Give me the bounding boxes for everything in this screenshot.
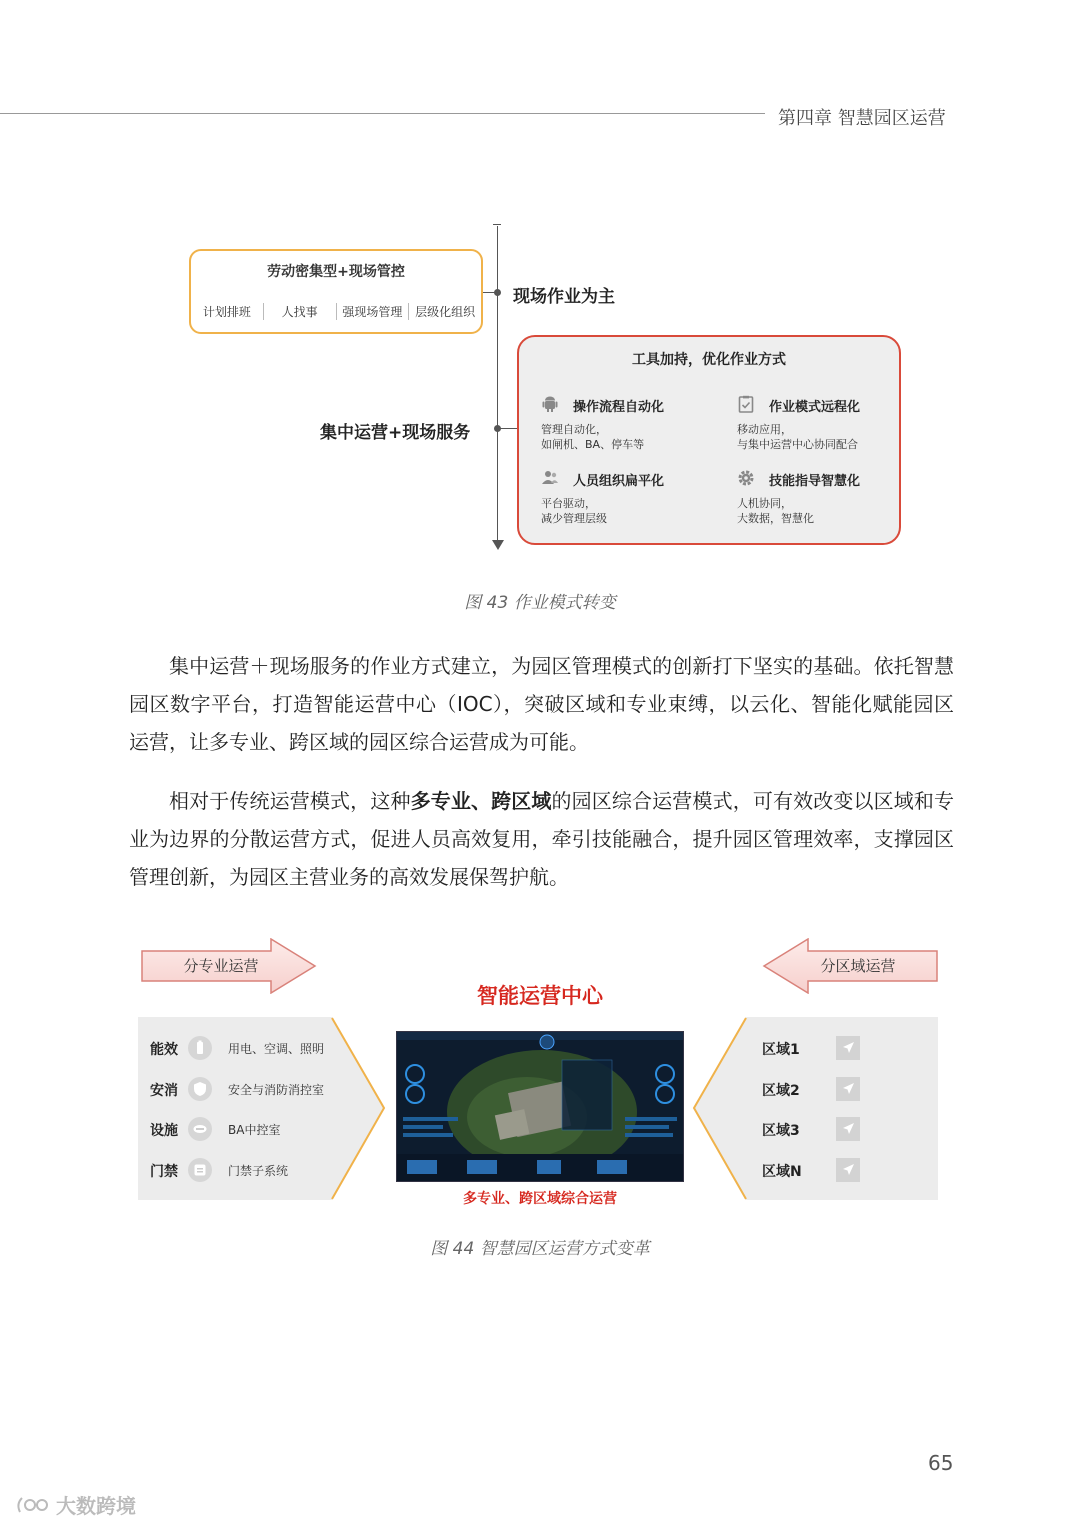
connector-top	[483, 292, 495, 293]
professional-ops-label: 分专业运营	[183, 957, 259, 975]
regional-panel: 区域1 区域2 区域3 区域N	[692, 1017, 938, 1200]
timeline-arrow-icon	[492, 540, 504, 550]
timeline-axis	[497, 226, 498, 544]
checklist-icon	[737, 395, 755, 413]
ba-device-icon	[188, 1117, 212, 1141]
navigation-icon	[836, 1158, 860, 1182]
gear-icon	[737, 469, 755, 487]
watermark-logo-icon	[14, 1494, 52, 1516]
paragraph-1: 集中运营＋现场服务的作业方式建立，为园区管理模式的创新打下坚实的基础。依托智慧园区数字平台，打造智能运营中心（IOC），突破区域和专业束缚，以云化、智能化赋能园区运营，让多专业、跨区域的园区综合运营成为可能。	[129, 654, 954, 754]
people-icon	[541, 469, 559, 487]
battery-icon	[188, 1036, 212, 1060]
item-site-management: 强现场管理	[336, 303, 409, 320]
android-icon	[541, 395, 559, 413]
watermark: 大数跨境	[14, 1490, 136, 1519]
shield-icon	[188, 1077, 212, 1101]
item-people-find-tasks: 人找事	[263, 303, 336, 320]
chapter-title: 第四章 智慧园区运营	[778, 108, 946, 129]
item-hierarchical-org: 层级化组织	[408, 303, 481, 320]
connector-bottom	[499, 428, 518, 429]
timeline-axis-cap	[493, 224, 501, 225]
tool-empowered-title: 工具加持，优化作业方式	[632, 352, 786, 368]
label-centralized-ops: 集中运营+现场服务	[320, 423, 471, 443]
labor-intensive-title: 劳动密集型+现场管控	[267, 264, 405, 280]
ioc-title: 智能运营中心	[477, 984, 603, 1008]
item-scheduling: 计划排班	[202, 305, 251, 319]
figure43-caption: 图 43 作业模式转变	[464, 593, 616, 613]
paragraph-2: 相对于传统运营模式，这种多专业、跨区域的园区综合运营模式，可有效改变以区域和专业为边界的分散运营方式，促进人员高效复用，牵引技能融合，提升园区管理效率，支撑园区管理创新，为园区主营业务的高效发展保驾护航。	[129, 789, 955, 889]
ioc-dashboard-image	[396, 1031, 684, 1182]
figure44-caption: 图 44 智慧园区运营方式变革	[430, 1239, 650, 1259]
timeline-dot-top	[494, 289, 501, 296]
access-control-icon	[188, 1158, 212, 1182]
page-number: 65	[928, 1451, 954, 1475]
labor-intensive-items	[191, 303, 481, 320]
navigation-icon	[836, 1117, 860, 1141]
navigation-icon	[836, 1036, 860, 1060]
ioc-subtitle: 多专业、跨区域综合运营	[463, 1191, 617, 1207]
professional-panel: 能效 用电、空调、照明 安消 安全与消防消控室 设施 BA中控室 门禁 门禁子系统	[138, 1017, 386, 1200]
bold-emphasis: 多专业、跨区域	[410, 789, 552, 813]
header-rule	[0, 113, 765, 114]
labor-intensive-box	[189, 249, 483, 334]
navigation-icon	[836, 1077, 860, 1101]
regional-ops-label: 分区域运营	[820, 957, 896, 975]
label-onsite-work: 现场作业为主	[513, 287, 615, 307]
tool-empowered-box: 工具加持，优化作业方式 操作流程自动化 管理自动化， 如闸机、BA、停车等 作业模式远程化 移动应用， 与集中运营中心协同配合 人员组织扁平化 平台驱动， 减少管理层级 技能指导智慧化 人机协同， 大数据，智慧化	[517, 335, 901, 545]
